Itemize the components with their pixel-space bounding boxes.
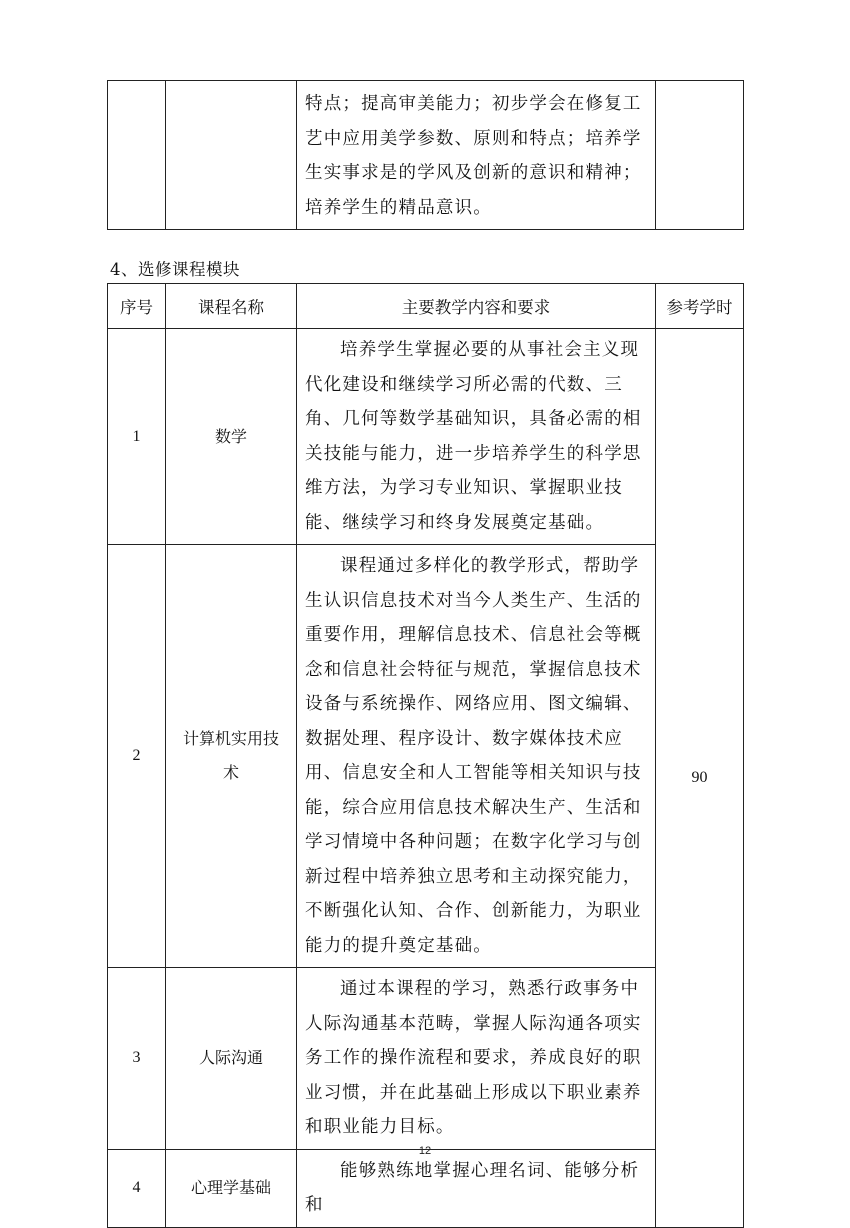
hours-cell: 90 bbox=[656, 329, 744, 1228]
header-content: 主要教学内容和要求 bbox=[297, 284, 656, 329]
table-row bbox=[108, 81, 744, 230]
header-index: 序号 bbox=[108, 284, 166, 329]
row-content bbox=[297, 545, 656, 968]
row-content bbox=[297, 1149, 656, 1227]
row-content-text: 通过本课程的学习，熟悉行政事务中人际沟通基本范畴，掌握人际沟通各项实务工作的操作流程和要求，养成良好的职业习惯，并在此基础上形成以下职业素养和职业能力目标。 bbox=[305, 979, 642, 1137]
cell-content bbox=[297, 81, 656, 230]
table-row bbox=[108, 1149, 744, 1227]
content-text: 特点；提高审美能力；初步学会在修复工艺中应用美学参数、原则和特点；培养学生实事求是的学风及创新的意识和精神；培养学生的精品意识。 bbox=[305, 94, 642, 218]
elective-course-table bbox=[107, 283, 744, 1228]
row-course-name: 人际沟通 bbox=[166, 968, 297, 1150]
header-hours: 参考学时 bbox=[656, 284, 744, 329]
row-course-name: 数学 bbox=[166, 329, 297, 545]
row-course-name-text: 计算机实用技术 bbox=[182, 729, 279, 782]
page-number: 12 bbox=[418, 1145, 432, 1157]
row-content-text: 能够熟练地掌握心理名词、能够分析和 bbox=[305, 1160, 640, 1215]
row-index: 4 bbox=[108, 1149, 166, 1227]
row-content bbox=[297, 968, 656, 1150]
cell-hours bbox=[656, 81, 744, 230]
header-course-name: 课程名称 bbox=[166, 284, 297, 329]
table-row bbox=[108, 329, 744, 545]
section-title: 4、选修课程模块 bbox=[110, 260, 240, 279]
row-course-name bbox=[166, 545, 297, 968]
table-row bbox=[108, 545, 744, 968]
continued-table bbox=[107, 80, 744, 230]
cell-course-name bbox=[166, 81, 297, 230]
cell-index bbox=[108, 81, 166, 230]
table-header-row bbox=[108, 284, 744, 329]
row-content bbox=[297, 329, 656, 545]
table-row bbox=[108, 968, 744, 1150]
row-content-text: 课程通过多样化的教学形式，帮助学生认识信息技术对当今人类生产、生活的重要作用，理解信息技术、信息社会等概念和信息社会特征与规范，掌握信息技术设备与系统操作、网络应用、图文编辑、数据处理、程序设计、数字媒体技术应用、信息安全和人工智能等相关知识与技能，综合应用信息技术解决生产、生活和学习情境中各种问题；在数字化学习与创新过程中培养独立思考和主动探究能力，不断强化认知、合作、创新能力，为职业能力的提升奠定基础。 bbox=[305, 556, 642, 956]
row-index: 3 bbox=[108, 968, 166, 1150]
row-content-text: 培养学生掌握必要的从事社会主义现代化建设和继续学习所必需的代数、三角、几何等数学基础知识，具备必需的相关技能与能力，进一步培养学生的科学思维方法，为学习专业知识、掌握职业技能、继续学习和终身发展奠定基础。 bbox=[305, 340, 642, 533]
row-index: 1 bbox=[108, 329, 166, 545]
row-index: 2 bbox=[108, 545, 166, 968]
row-course-name: 心理学基础 bbox=[166, 1149, 297, 1227]
